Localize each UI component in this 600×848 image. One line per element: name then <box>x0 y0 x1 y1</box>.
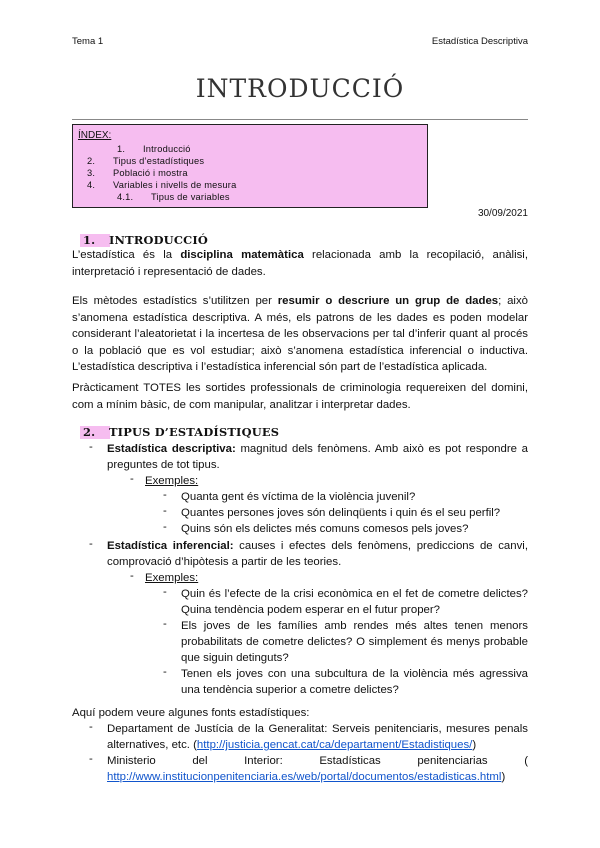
index-box: ÍNDEX: 1. Introducció 2. Tipus d’estadístiques 3. Població i mostra 4. Variables i nivells de mesura 4.1. Tipus de variables <box>72 124 428 208</box>
intro-paragraph-1: L’estadística és la disciplina matemàtica relacionada amb la recopilació, anàlisi, interpretació i representació de dades. <box>72 249 528 278</box>
index-title: ÍNDEX: <box>78 130 112 141</box>
source-link[interactable]: http://www.institucionpenitenciaria.es/web/portal/documentos/estadisticas.html <box>107 771 502 783</box>
bullet-dash: - <box>163 505 167 517</box>
example-item: Els joves de les famílies amb rendes més altes tenen menors probabilitats de cometre delictes? O simplement és menys probable que siguin detinguts? <box>181 620 528 664</box>
bullet-dash: - <box>89 721 93 733</box>
examples-label: Exemples: <box>145 475 199 487</box>
source-link[interactable]: http://justicia.gencat.cat/ca/departament/Estadistiques/ <box>196 739 473 751</box>
title-divider <box>72 119 528 120</box>
bullet-dash: - <box>130 473 134 485</box>
bullet-dash: - <box>89 538 93 550</box>
inferential-item: Estadística inferencial: causes i efectes dels fenòmens, prediccions de canvi, comprovació d’hipòtesis a partir de les teories. <box>107 540 528 568</box>
source-item: Departament de Justícia de la Generalitat: Serveis penitenciaris, mesures penals alternatives, etc. (http://justicia.gencat.cat/ca/departament/Estadistiques/) <box>107 723 528 751</box>
bullet-dash: - <box>163 489 167 501</box>
intro-paragraph-3: Pràcticament TOTES les sortides professionals de criminologia requereixen del domini, com a mínim bàsic, de com manipular, analitzar i interpretar dades. <box>72 382 528 411</box>
section-2-heading: 2. TIPUS D’ESTADÍSTIQUES <box>80 425 380 441</box>
descriptive-item: Estadística descriptiva: magnitud dels fenòmens. Amb això es pot respondre a preguntes de tot tipus. <box>107 443 528 471</box>
example-item: Quins són els delictes més comuns comesos pels joves? <box>181 523 469 535</box>
examples-label: Exemples: <box>145 572 199 584</box>
bullet-dash: - <box>89 441 93 453</box>
section-1-heading: 1. INTRODUCCIÓ <box>80 233 380 249</box>
example-item: Tenen els joves con una subcultura de la violència més agressiva una tendència superior a cometre delictes? <box>181 668 528 696</box>
source-link-line: http://www.institucionpenitenciaria.es/web/portal/documentos/estadisticas.html) <box>107 771 506 783</box>
example-item: Quin és l’efecte de la crisi econòmica en el fet de cometre delictes? Quina tendència podem esperar en el futur proper? <box>181 588 528 616</box>
header-right: Estadística Descriptiva <box>431 36 528 47</box>
page-title: INTRODUCCIÓ <box>195 74 405 103</box>
bullet-dash: - <box>163 666 167 678</box>
header-left: Tema 1 <box>72 36 104 47</box>
sources-intro: Aquí podem veure algunes fonts estadístiques: <box>72 707 310 719</box>
bullet-dash: - <box>163 521 167 533</box>
bullet-dash: - <box>163 618 167 630</box>
bullet-dash: - <box>89 753 93 765</box>
source-item: Ministerio del Interior: Estadísticas penitenciarias ( <box>107 755 528 767</box>
bullet-dash: - <box>130 570 134 582</box>
intro-paragraph-2: Els mètodes estadístics s’utilitzen per resumir o descriure un grup de dades; això s’anomena estadística descriptiva. A més, els patrons de les dades es poden modelar considerant l’aleatorietat i la incertesa de les observacions per tal d’inferir quant al procés o la població que es vol estudiar; això s’anomena estadística inferencial o inductiva. L’estadística descriptiva i l’estadística inferencial són part de l’estadística aplicada. <box>72 295 528 373</box>
example-item: Quantes persones joves són delinqüents i quin és el seu perfil? <box>181 507 501 519</box>
bullet-dash: - <box>163 586 167 598</box>
document-date: 30/09/2021 <box>477 208 528 219</box>
example-item: Quanta gent és víctima de la violència juvenil? <box>181 491 416 503</box>
